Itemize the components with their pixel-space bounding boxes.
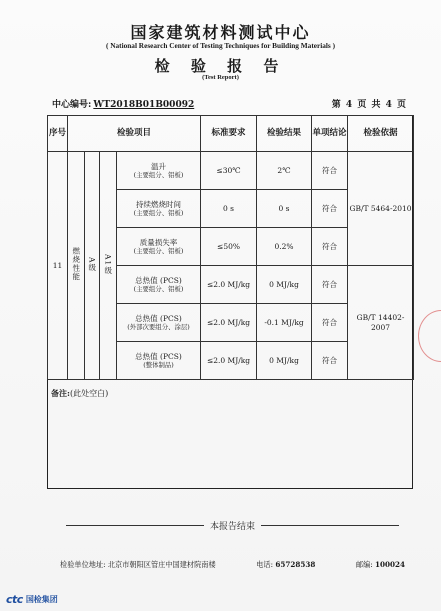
seq-number: 11 (48, 152, 68, 380)
result-cell: 0 MJ/kg (257, 342, 312, 380)
remark-label: 备注: (51, 388, 70, 398)
org-title-en: ( National Research Center of Testing Techniques for Building Materials ) (105, 41, 336, 50)
remark (51, 388, 108, 399)
basis-cell: GB/T 5464-2010 (348, 152, 414, 266)
requirement-cell: ≤30℃ (201, 152, 257, 190)
report-end-text: 本报告结束 (210, 521, 256, 532)
table-header-row (48, 116, 414, 152)
ctc-logo (6, 592, 58, 606)
report-end (60, 519, 405, 531)
header-seq: 序号 (48, 116, 68, 152)
test-item: 总热值 (PCS) (外部次要组分、涂层) (117, 304, 201, 342)
result-cell: 0.2% (257, 228, 312, 266)
report-title-en: (Test Report) (202, 74, 239, 81)
basis-cell: GB/T 14402-2007 (348, 266, 414, 380)
header-requirement: 标准要求 (201, 116, 257, 152)
test-item: 总热值 (PCS) (主要组分、铝板) (117, 266, 201, 304)
requirement-cell: 0 s (201, 190, 257, 228)
footer-address: 检验单位地址: 北京市朝阳区管庄中国建材院南楼 (60, 560, 216, 569)
remark-text: (此处空白) (69, 389, 109, 398)
conclusion-cell: 符合 (312, 152, 348, 190)
center-number-value: WT2018B01B00092 (93, 100, 195, 110)
conclusion-cell: 符合 (312, 342, 348, 380)
seal-stamp-icon (418, 310, 441, 362)
header-result: 检验结果 (257, 116, 312, 152)
requirement-cell: ≤2.0 MJ/kg (201, 304, 257, 342)
header-conclusion: 单项结论 (312, 116, 348, 152)
test-item: 总热值 (PCS) (整体制品) (117, 342, 201, 380)
result-cell: -0.1 MJ/kg (257, 304, 312, 342)
center-number-label: 中心编号: (52, 100, 92, 110)
conclusion-cell: 符合 (312, 304, 348, 342)
end-divider-left (66, 525, 204, 526)
footer-zip: 邮编: 100024 (355, 560, 405, 569)
org-title-cn: 国家建筑材料测试中心 (130, 23, 311, 42)
requirement-cell: ≤2.0 MJ/kg (201, 266, 257, 304)
ctc-logo-name: 国检集团 (25, 594, 58, 604)
table-row (48, 152, 414, 190)
footer (60, 560, 405, 570)
group-sub-level: A1级 (100, 152, 117, 380)
result-cell: 2℃ (257, 152, 312, 190)
page-info: 第 4 页 共 4 页 (331, 100, 407, 110)
test-results-table (47, 115, 414, 380)
conclusion-cell: 符合 (312, 190, 348, 228)
test-item: 温升 (主要组分、铝板) (117, 152, 201, 190)
result-cell: 0 MJ/kg (257, 266, 312, 304)
group-level: A级 (85, 152, 100, 380)
footer-phone: 电话: 65728538 (256, 560, 316, 569)
result-cell: 0 s (257, 190, 312, 228)
test-item: 持续燃烧时间 (主要组分、铝板) (117, 190, 201, 228)
requirement-cell: ≤2.0 MJ/kg (201, 342, 257, 380)
ctc-logo-icon: ctc (6, 592, 23, 606)
group-category: 燃烧性能 (68, 152, 85, 380)
header-basis: 检验依据 (348, 116, 414, 152)
test-item: 质量损失率 (主要组分、铝板) (117, 228, 201, 266)
header-item: 检验项目 (68, 116, 201, 152)
conclusion-cell: 符合 (312, 228, 348, 266)
report-title-cn: 检 验 报 告 (154, 57, 287, 75)
center-number (52, 97, 194, 110)
end-divider-right (261, 525, 399, 526)
requirement-cell: ≤50% (201, 228, 257, 266)
conclusion-cell: 符合 (312, 266, 348, 304)
